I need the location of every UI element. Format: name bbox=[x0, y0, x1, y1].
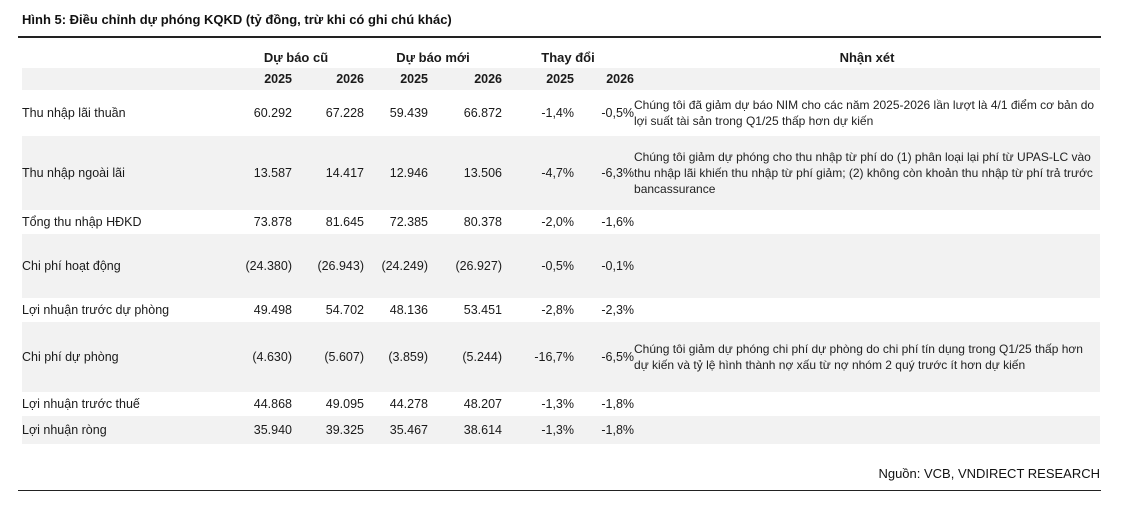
cell-value: -0,1% bbox=[601, 259, 635, 273]
table-row bbox=[22, 392, 1100, 416]
header-year: 2025 bbox=[400, 72, 428, 86]
cell-value: 44.278 bbox=[389, 397, 428, 411]
cell-value: -16,7% bbox=[534, 350, 574, 364]
row-comment bbox=[634, 234, 1100, 298]
cell-value: -1,8% bbox=[601, 397, 635, 411]
header-year: 2026 bbox=[336, 72, 364, 86]
header-blank bbox=[634, 68, 1100, 90]
cell-value: 44.868 bbox=[253, 397, 292, 411]
cell-value: 53.451 bbox=[463, 303, 502, 317]
cell-value: 81.645 bbox=[325, 215, 364, 229]
cell-value: -2,3% bbox=[601, 303, 635, 317]
header-row-years bbox=[22, 68, 1100, 90]
cell-value: 35.940 bbox=[253, 423, 292, 437]
header-row-groups bbox=[22, 46, 1100, 68]
row-comment bbox=[634, 298, 1100, 322]
cell-value: 14.417 bbox=[325, 166, 364, 180]
row-label: Thu nhập ngoài lãi bbox=[22, 166, 125, 180]
cell-value: (26.927) bbox=[455, 259, 502, 273]
cell-value: -1,6% bbox=[601, 215, 635, 229]
cell-value: -2,8% bbox=[541, 303, 574, 317]
header-new-forecast: Dự báo mới bbox=[396, 49, 470, 65]
header-old-forecast: Dự báo cũ bbox=[263, 49, 329, 65]
table-row bbox=[22, 210, 1100, 234]
cell-value: -1,8% bbox=[601, 423, 635, 437]
cell-value: -6,5% bbox=[601, 350, 635, 364]
row-label: Lợi nhuận ròng bbox=[22, 423, 107, 437]
row-label: Tổng thu nhập HĐKD bbox=[22, 215, 142, 229]
table-row bbox=[22, 90, 1100, 136]
cell-value: 35.467 bbox=[389, 423, 428, 437]
cell-value: 49.095 bbox=[325, 397, 364, 411]
row-comment bbox=[634, 210, 1100, 234]
table-row bbox=[22, 416, 1100, 444]
header-year: 2026 bbox=[606, 72, 635, 86]
header-comment: Nhận xét bbox=[839, 49, 895, 65]
header-change: Thay đổi bbox=[541, 49, 595, 65]
cell-value: 38.614 bbox=[463, 423, 502, 437]
header-year: 2026 bbox=[474, 72, 502, 86]
cell-value: 48.136 bbox=[389, 303, 428, 317]
row-comment: Chúng tôi giảm dự phóng cho thu nhập từ phí do (1) phân loại lại phí từ UPAS-LC vào thu nhập lãi khiến thu nhập từ phí giảm; (2) không còn khoản thu nhập từ phí trả trước bancassurance bbox=[634, 150, 1093, 196]
forecast-adjustment-table bbox=[22, 46, 1100, 444]
cell-value: 12.946 bbox=[389, 166, 428, 180]
row-label: Lợi nhuận trước thuế bbox=[22, 397, 140, 411]
cell-value: -1,4% bbox=[541, 106, 574, 120]
cell-value: 13.506 bbox=[463, 166, 502, 180]
cell-value: 67.228 bbox=[325, 106, 364, 120]
row-label: Lợi nhuận trước dự phòng bbox=[22, 303, 170, 317]
cell-value: -6,3% bbox=[601, 166, 635, 180]
source-note: Nguồn: VCB, VNDIRECT RESEARCH bbox=[878, 466, 1100, 481]
row-comment bbox=[634, 416, 1100, 444]
cell-value: -0,5% bbox=[601, 106, 635, 120]
cell-value: 60.292 bbox=[253, 106, 292, 120]
cell-value: (24.380) bbox=[245, 259, 292, 273]
header-blank bbox=[22, 68, 228, 90]
cell-value: 59.439 bbox=[389, 106, 428, 120]
table-row bbox=[22, 298, 1100, 322]
cell-value: -1,3% bbox=[541, 423, 574, 437]
cell-value: (3.859) bbox=[388, 350, 428, 364]
cell-value: 48.207 bbox=[463, 397, 502, 411]
row-comment bbox=[634, 392, 1100, 416]
cell-value: 80.378 bbox=[463, 215, 502, 229]
cell-value: 49.498 bbox=[253, 303, 292, 317]
row-comment: Chúng tôi giảm dự phóng chi phí dự phòng do chi phí tín dụng trong Q1/25 thấp hơn dự kiến và tỷ lệ hình thành nợ xấu từ nợ nhóm 2 quý trước ít hơn dự kiến bbox=[634, 342, 1083, 372]
cell-value: -4,7% bbox=[541, 166, 574, 180]
row-comment: Chúng tôi đã giảm dự báo NIM cho các năm 2025-2026 lần lượt là 4/1 điểm cơ bản do lợi suất tài sản trong Q1/25 thấp hơn dự kiến bbox=[634, 98, 1095, 128]
bottom-rule bbox=[18, 490, 1101, 491]
cell-value: 13.587 bbox=[253, 166, 292, 180]
row-label: Chi phí hoạt động bbox=[22, 259, 121, 273]
cell-value: (4.630) bbox=[252, 350, 292, 364]
table-row bbox=[22, 234, 1100, 298]
cell-value: (5.607) bbox=[324, 350, 364, 364]
row-label: Thu nhập lãi thuần bbox=[22, 106, 126, 120]
top-rule bbox=[18, 36, 1101, 38]
header-year: 2025 bbox=[546, 72, 574, 86]
cell-value: 54.702 bbox=[325, 303, 364, 317]
table-row bbox=[22, 322, 1100, 392]
figure-title: Hình 5: Điều chỉnh dự phóng KQKD (tỷ đồng, trừ khi có ghi chú khác) bbox=[22, 12, 452, 27]
cell-value: (24.249) bbox=[381, 259, 428, 273]
cell-value: 73.878 bbox=[253, 215, 292, 229]
cell-value: 66.872 bbox=[463, 106, 502, 120]
header-year: 2025 bbox=[264, 72, 292, 86]
table-row bbox=[22, 136, 1100, 210]
cell-value: -1,3% bbox=[541, 397, 574, 411]
row-label: Chi phí dự phòng bbox=[22, 350, 119, 364]
cell-value: -2,0% bbox=[541, 215, 574, 229]
cell-value: (5.244) bbox=[462, 350, 502, 364]
cell-value: 72.385 bbox=[389, 215, 428, 229]
cell-value: 39.325 bbox=[325, 423, 364, 437]
cell-value: -0,5% bbox=[541, 259, 574, 273]
cell-value: (26.943) bbox=[317, 259, 364, 273]
header-blank bbox=[22, 46, 228, 68]
